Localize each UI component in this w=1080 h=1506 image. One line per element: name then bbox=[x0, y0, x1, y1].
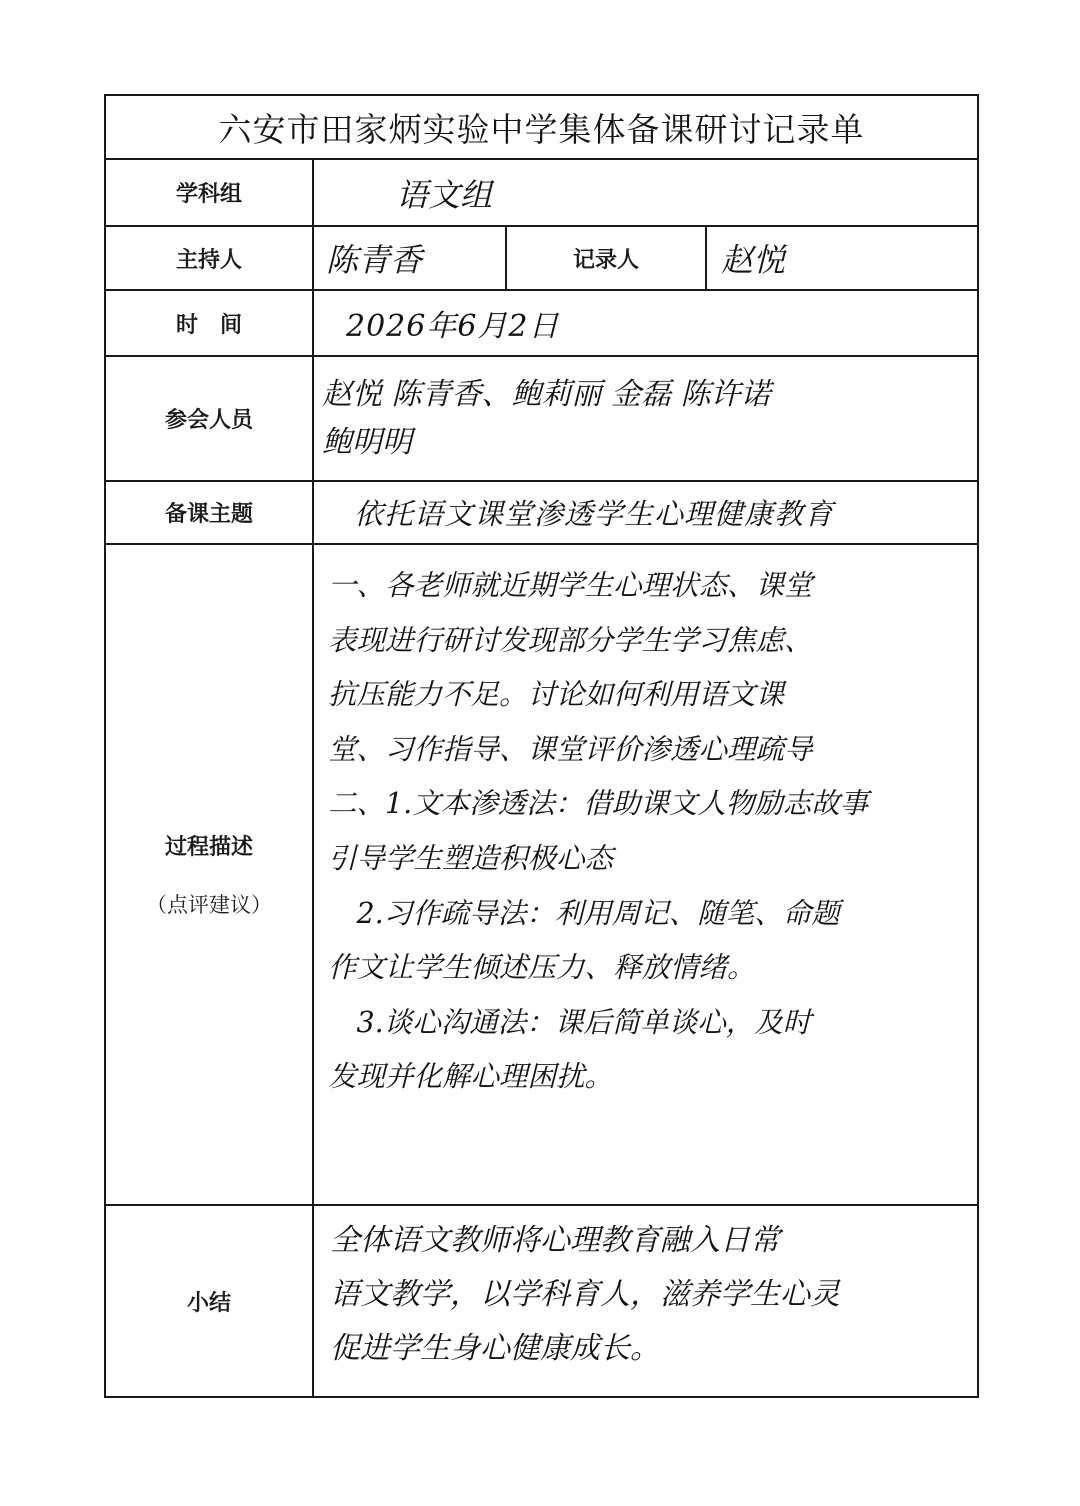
topic-value: 依托语文课堂渗透学生心理健康教育 bbox=[313, 481, 978, 544]
time-value: 2026年6月2日 bbox=[313, 290, 978, 356]
host-value: 陈青香 bbox=[313, 226, 506, 290]
attendees-line: 鲍明明 bbox=[322, 425, 412, 460]
process-line: 2.习作疏导法：利用周记、随笔、命题 bbox=[328, 896, 840, 930]
process-line: 发现并化解心理困扰。 bbox=[328, 1060, 614, 1094]
process-label-main: 过程描述 bbox=[164, 835, 253, 860]
process-label bbox=[105, 544, 313, 1205]
topic-label: 备课主题 bbox=[105, 481, 313, 544]
process-label-sub: （点评建议） bbox=[146, 893, 272, 917]
recorder-value: 赵悦 bbox=[706, 226, 978, 290]
process-line: 堂、习作指导、课堂评价渗透心理疏导 bbox=[328, 732, 813, 766]
process-line: 二、1.文本渗透法：借助课文人物励志故事 bbox=[328, 787, 869, 821]
time-label: 时 间 bbox=[105, 290, 313, 356]
attendees-label: 参会人员 bbox=[105, 356, 313, 481]
summary-line: 全体语文教师将心理教育融入日常 bbox=[330, 1223, 780, 1258]
host-label: 主持人 bbox=[105, 226, 313, 290]
recorder-label: 记录人 bbox=[506, 226, 706, 290]
attendees-line: 赵悦 陈青香、鲍莉丽 金磊 陈许诺 bbox=[322, 377, 771, 412]
summary-label: 小结 bbox=[105, 1205, 313, 1397]
process-line: 抗压能力不足。讨论如何利用语文课 bbox=[328, 678, 785, 712]
summary-value bbox=[313, 1205, 978, 1397]
process-line: 引导学生塑造积极心态 bbox=[328, 841, 614, 875]
record-form-table bbox=[104, 94, 979, 1398]
process-value bbox=[313, 544, 978, 1205]
summary-line: 促进学生身心健康成长。 bbox=[330, 1331, 660, 1366]
summary-line: 语文教学，以学科育人，滋养学生心灵 bbox=[330, 1277, 840, 1312]
subject-group-label: 学科组 bbox=[105, 159, 313, 226]
subject-group-value: 语文组 bbox=[313, 159, 978, 226]
process-line: 3.谈心沟通法：课后简单谈心，及时 bbox=[328, 1005, 812, 1039]
process-line: 表现进行研讨发现部分学生学习焦虑、 bbox=[328, 623, 813, 657]
attendees-value bbox=[313, 356, 978, 481]
form-title: 六安市田家炳实验中学集体备课研讨记录单 bbox=[105, 95, 978, 159]
process-line: 作文让学生倾述压力、释放情绪。 bbox=[328, 951, 756, 985]
process-line: 一、各老师就近期学生心理状态、课堂 bbox=[328, 569, 813, 602]
